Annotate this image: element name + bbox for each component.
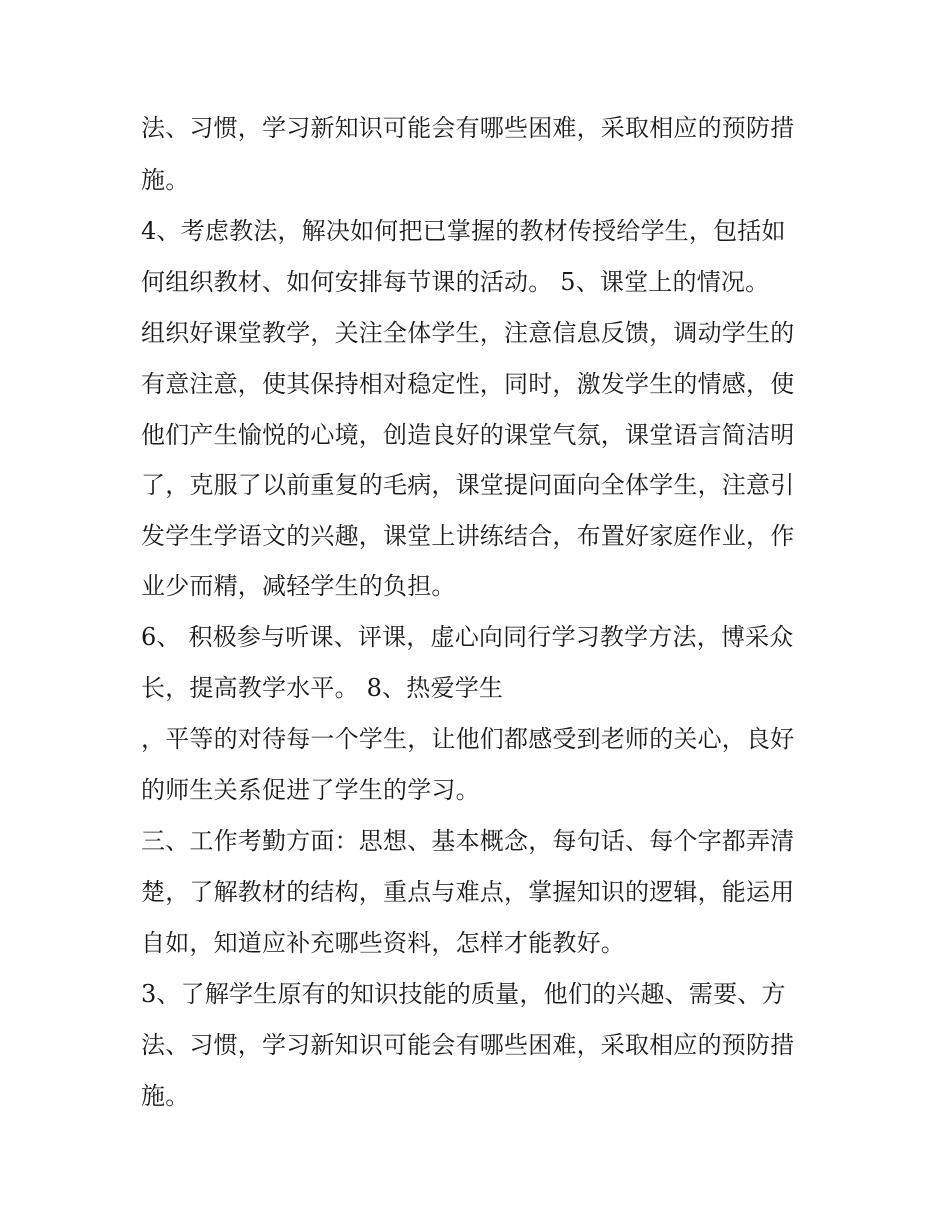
text-line: 楚，了解教材的结构，重点与难点，掌握知识的逻辑，能运用 [141,878,795,906]
text-line: 6、 积极参与听课、评课，虚心向同行学习教学方法，博采众 [141,623,794,651]
text-line: 长，提高教学水平。 8、热爱学生 [141,674,504,702]
text-line: 发学生学语文的兴趣，课堂上讲练结合，布置好家庭作业，作 [141,522,795,550]
text-line: 有意注意，使其保持相对稳定性，同时，激发学生的情感，使 [141,370,795,398]
text-line: 3、了解学生原有的知识技能的质量，他们的兴趣、需要、方 [141,980,786,1008]
text-line: 自如，知道应补充哪些资料，怎样才能教好。 [141,929,625,957]
text-line: 施。 [141,166,190,194]
text-line: 的师生关系促进了学生的学习。 [141,776,480,804]
text-line: 了，克服了以前重复的毛病，课堂提问面向全体学生，注意引 [141,471,795,499]
text-line: 组织好课堂教学，关注全体学生，注意信息反馈，调动学生的 [141,319,795,347]
text-line: ，平等的对待每一个学生，让他们都感受到老师的关心，良好 [141,725,795,753]
text-line: 法、习惯，学习新知识可能会有哪些困难，采取相应的预防措 [141,1031,795,1059]
text-line: 施。 [141,1082,190,1110]
text-line: 三、工作考勤方面：思想、基本概念，每句话、每个字都弄清 [141,827,795,855]
text-line: 业少而精，减轻学生的负担。 [141,572,456,600]
text-line: 4、考虑教法，解决如何把已掌握的教材传授给学生，包括如 [141,217,786,245]
text-line: 法、习惯，学习新知识可能会有哪些困难，采取相应的预防措 [141,114,795,142]
text-line: 他们产生愉悦的心境，创造良好的课堂气氛，课堂语言简洁明 [141,421,795,449]
text-line: 何组织教材、如何安排每节课的活动。 5、课堂上的情况。 [141,268,770,296]
